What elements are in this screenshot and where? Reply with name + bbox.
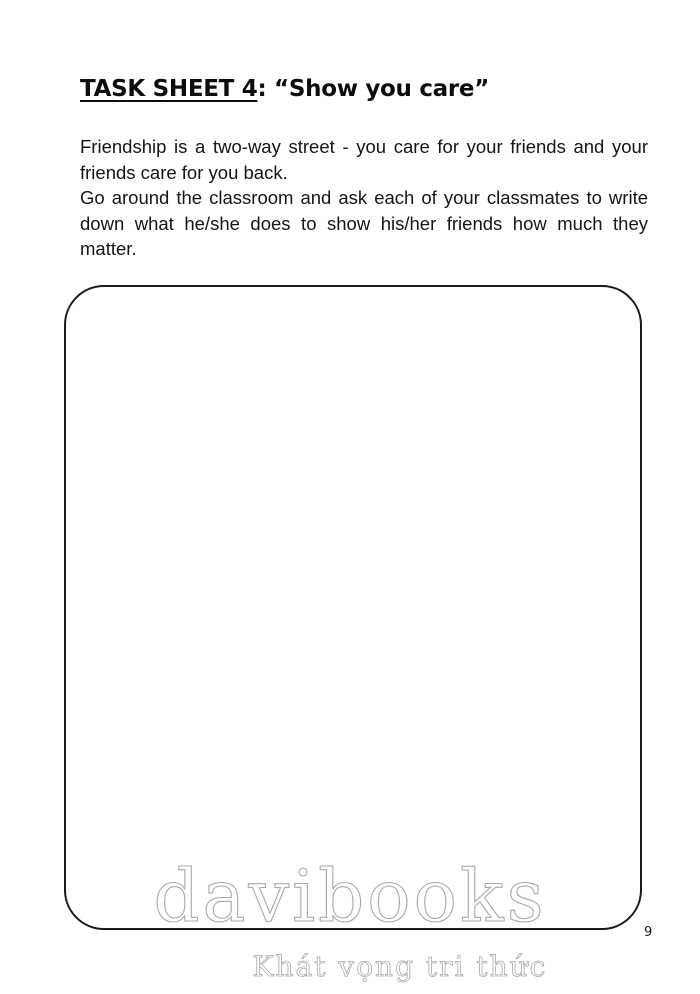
instruction-paragraph: Go around the classroom and ask each of your classmates to write down what he/she does to show his/her friends how much they matter. <box>80 187 648 259</box>
instruction-paragraph: Friendship is a two-way street - you care for your friends and your friends care for you back. <box>80 136 648 183</box>
answer-box[interactable] <box>64 285 642 938</box>
watermark-tagline: Khát vọng tri thức <box>252 950 548 983</box>
page-title <box>80 76 489 102</box>
task-sheet-label: TASK SHEET 4 <box>80 76 258 102</box>
instructions <box>80 134 648 262</box>
task-sheet-title: : “Show you care” <box>257 76 490 102</box>
watermark-brand: davibooks <box>153 854 547 938</box>
page-number: 9 <box>644 925 653 940</box>
